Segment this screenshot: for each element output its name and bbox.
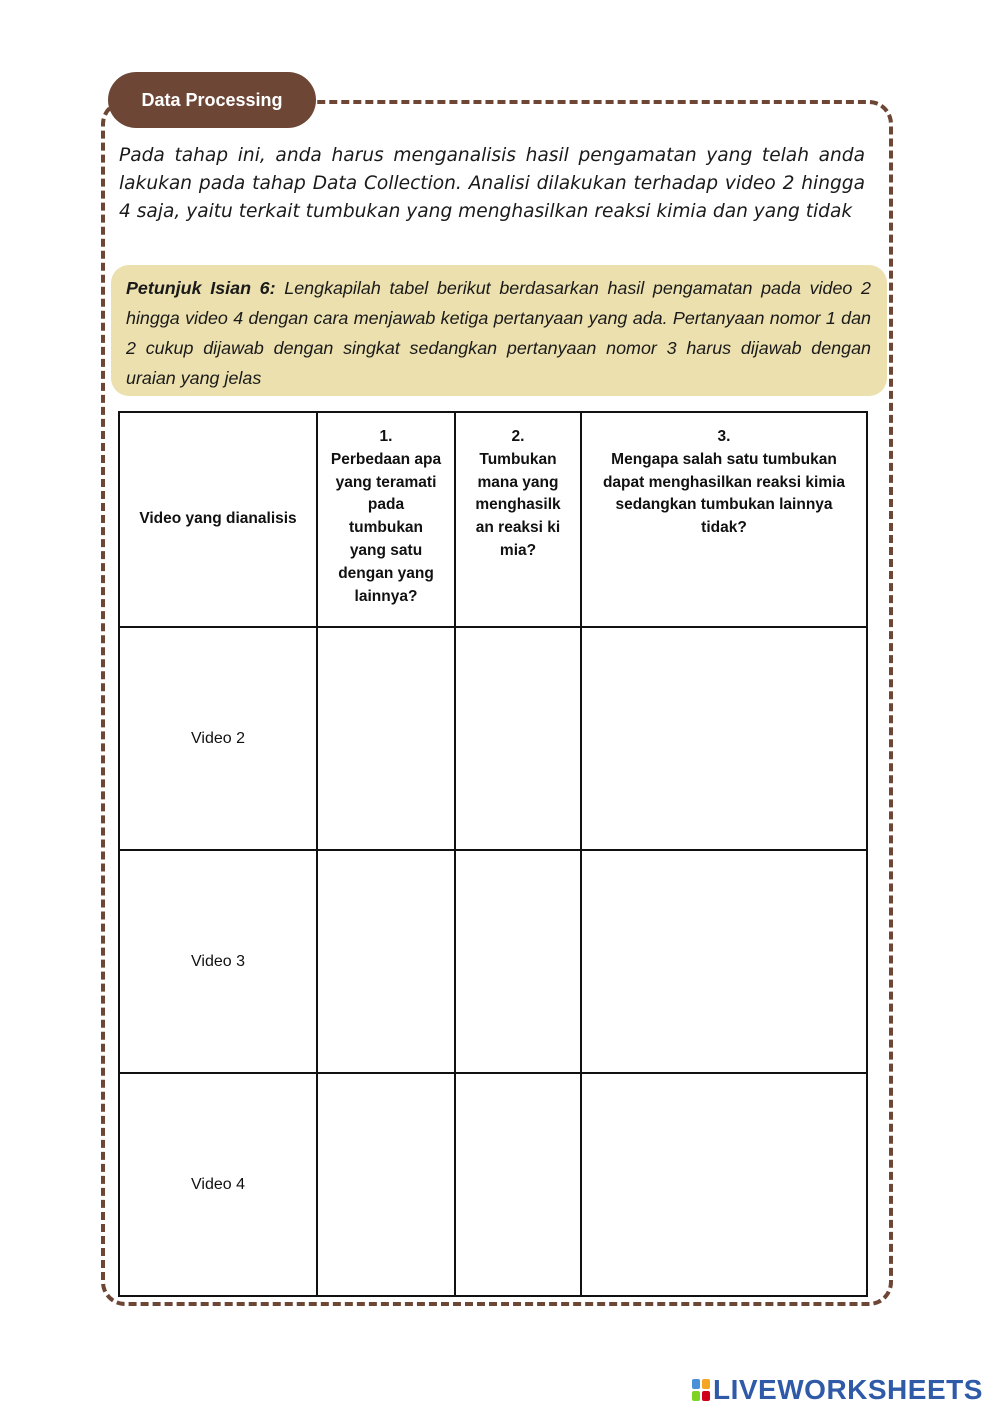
liveworksheets-logo-text: LIVEWORKSHEETS — [713, 1374, 983, 1405]
logo-square-3 — [692, 1391, 700, 1401]
answer-cell-video-4-q2[interactable] — [455, 1073, 581, 1296]
question-1-number: 1. — [379, 428, 393, 445]
answer-cell-video-2-q2[interactable] — [455, 627, 581, 850]
answer-cell-video-3-q3[interactable] — [581, 850, 867, 1073]
question-2-text: Tumbukan mana yang menghasilkan reaksi kimia? — [475, 450, 561, 559]
header-question-3 — [581, 412, 867, 627]
answer-cell-video-2-q3[interactable] — [581, 627, 867, 850]
instruction-title: Petunjuk Isian 6: — [126, 278, 276, 298]
row-label-video-3: Video 3 — [119, 850, 317, 1073]
logo-square-1 — [692, 1379, 700, 1389]
answer-cell-video-4-q3[interactable] — [581, 1073, 867, 1296]
question-2-number: 2. — [511, 428, 525, 445]
section-badge — [108, 72, 316, 128]
logo-square-4 — [702, 1391, 710, 1401]
question-3-number: 3. — [717, 428, 731, 445]
logo-square-2 — [702, 1379, 710, 1389]
instruction-box — [111, 265, 887, 396]
question-1-text: Perbedaan apa yang teramati pada tumbukan yang satu dengan yang lainnya? — [330, 450, 442, 605]
answer-cell-video-2-q1[interactable] — [317, 627, 455, 850]
table-row — [119, 1073, 867, 1296]
header-question-2 — [455, 412, 581, 627]
answer-cell-video-3-q1[interactable] — [317, 850, 455, 1073]
row-label-video-4: Video 4 — [119, 1073, 317, 1296]
header-question-1 — [317, 412, 455, 627]
observation-table — [118, 411, 868, 1297]
instruction-body: Lengkapilah tabel berikut berdasarkan hasil pengamatan pada video 2 hingga video 4 dengan cara menjawab ketiga pertanyaan yang ada. Pertanyaan nomor 1 dan 2 cukup dijawab dengan singkat sedangkan pertanyaan nomor 3 harus dijawab dengan uraian yang jelas — [126, 278, 871, 388]
answer-cell-video-4-q1[interactable] — [317, 1073, 455, 1296]
liveworksheets-logo-icon — [692, 1379, 710, 1401]
section-badge-label: Data Processing — [141, 89, 283, 110]
table-row — [119, 850, 867, 1073]
header-video-analyzed-label: Video yang dianalisis — [139, 510, 297, 528]
table-header-row — [119, 412, 867, 627]
row-label-video-2: Video 2 — [119, 627, 317, 850]
question-3-text: Mengapa salah satu tumbukan dapat menghasilkan reaksi kimia sedangkan tumbukan lainnya tidak? — [602, 450, 846, 537]
liveworksheets-logo — [692, 1375, 983, 1405]
answer-cell-video-3-q2[interactable] — [455, 850, 581, 1073]
intro-paragraph: Pada tahap ini, anda harus menganalisis hasil pengamatan yang telah anda lakukan pada tahap Data Collection. Analisi dilakukan terhadap video 2 hingga 4 saja, yaitu terkait tumbukan yang menghasilkan reaksi kimia dan yang tidak — [119, 145, 865, 222]
header-video-analyzed — [119, 412, 317, 627]
table-row — [119, 627, 867, 850]
